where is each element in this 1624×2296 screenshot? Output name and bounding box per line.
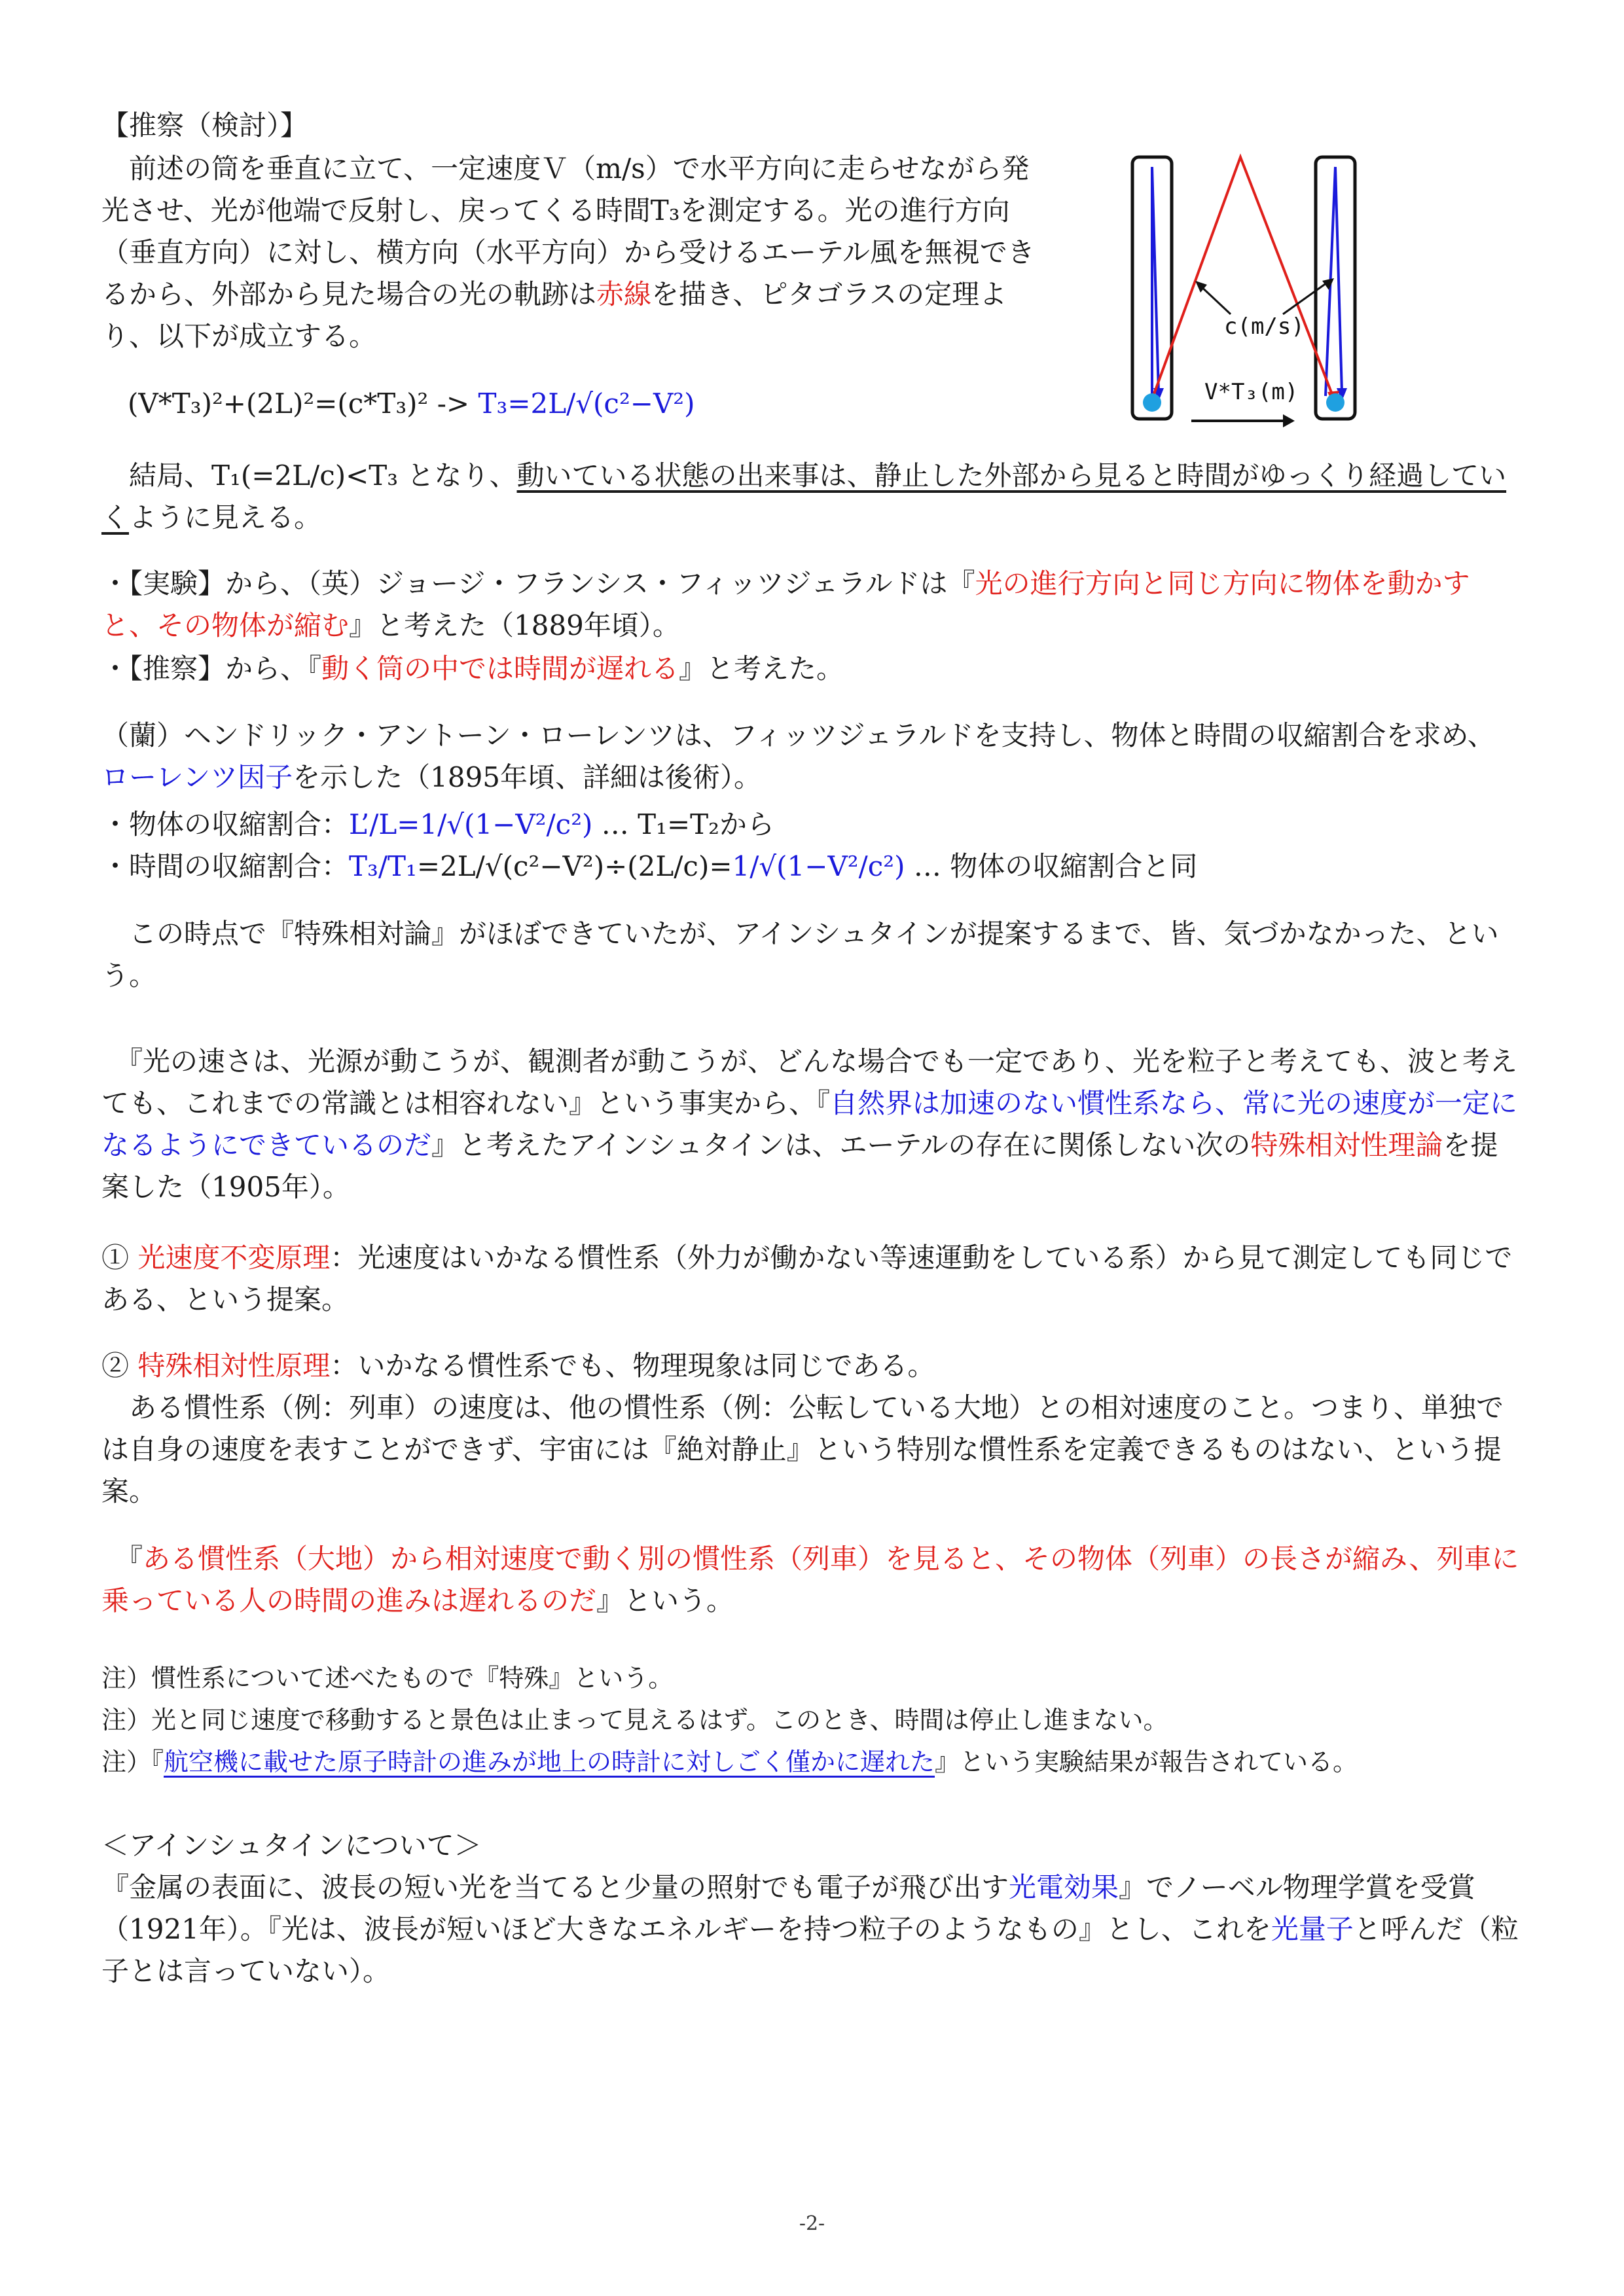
paragraph-experiment: 前述の筒を垂直に立て、一定速度Ｖ（m/s）で水平方向に走らせながら発光させ、光が他端で反射し、戻ってくる時間T₃を測定する。光の進行方向（垂直方向）に対し、横方向（水平方向）から受けるエーテル風を無視できるから、外部から見た場合の光の軌跡は赤線を描き、ピタゴラスの定理より、以下が成立する。 [101,152,1035,352]
time-dilation-statement: 動いている状態の出来事は、静止した外部から見ると時間がゆっくり経過していく [101,459,1507,533]
section-title: 【推察（検討）】 [101,109,308,141]
light-source-right [1326,393,1344,412]
label-c: c(m/s) [1224,314,1305,340]
page-number: -2- [799,2212,825,2235]
c-pointer-left [1199,285,1231,314]
paragraph-special-relativity-note: この時点で『特殊相対論』がほぼできていたが、アインシュタインが提案するまで、皆、気づかなかった、という。 [101,918,1499,992]
bullet-inference: ・【推察】から、『動く筒の中では時間が遅れる』と考えた。 [101,653,844,685]
principle-2: ② 特殊相対性原理：いかなる慣性系でも、物理現象は同じである。 [101,1350,935,1382]
pythagoras-formula: (V*T₃)²+(2L)²=(c*T₃)² -> T₃=2L/√(c²−V²) [128,387,695,420]
note-1: 注）慣性系について述べたもので『特殊』という。 [101,1664,674,1693]
light-source-left [1143,393,1161,412]
lorentz-factor: ローレンツ因子 [101,761,293,793]
paragraph-einstein-theory: 『光の速さは、光源が動こうが、観測者が動こうが、どんな場合でも一定であり、光を粒子と考えても、波と考えても、これまでの常識とは相容れない』という事実から、『自然界は加速のない慣性系なら、常に光の速度が一定になるようにできているのだ』と考えたアインシュタインは、エーテルの存在に関係しない次の特殊相対性理論を提案した（1905年）。 [101,1045,1518,1203]
bullet-fitzgerald: ・【実験】から、（英）ジョージ・フランシス・フィッツジェラルドは『光の進行方向と同じ方向に物体を動かすと、その物体が縮む』と考えた（1889年頃）。 [101,567,1470,641]
paragraph-conclusion: 結局、T₁(=2L/c)<T₃ となり、動いている状態の出来事は、静止した外部から見ると時間がゆっくり経過していくように見える。 [101,459,1507,533]
blue-path-right-down [1335,167,1342,393]
red-line-term: 赤線 [596,278,652,310]
formula-result: T₃=2L/√(c²−V²) [478,387,695,420]
light-path-diagram [1126,147,1401,435]
paragraph-photoelectric: 『金属の表面に、波長の短い光を当てると少量の照射でも電子が飛び出す光電効果』でノーベル物理学賞を受賞（1921年）。『光は、波長が短いほど大きなエネルギーを持つ粒子のようなもの』とし、これを光量子と呼んだ（粒子とは言っていない）。 [101,1871,1519,1987]
principle-1: ① 光速度不変原理：光速度はいかなる慣性系（外力が働かない等速運動をしている系）から見て測定しても同じである、という提案。 [101,1242,1513,1316]
bullet-time-contraction: ・時間の収縮割合：T₃/T₁=2L/√(c²−V²)÷(2L/c)=1/√(1−V²/c²) … 物体の収縮割合と同 [101,850,1198,882]
atomic-clock-link[interactable]: 航空機に載せた原子時計の進みが地上の時計に対しごく僅かに遅れた [164,1748,935,1776]
einstein-heading: ＜アインシュタインについて＞ [101,1829,482,1861]
note-2: 注）光と同じ速度で移動すると景色は止まって見えるはず。このとき、時間は停止し進まない。 [101,1706,1168,1734]
label-v: V*T₃(m) [1204,379,1299,405]
principle-2-detail: ある慣性系（例：列車）の速度は、他の慣性系（例：公転している大地）との相対速度のこと。つまり、単独では自身の速度を表すことができず、宇宙には『絶対静止』という特別な慣性系を定義できるものはない、という提案。 [101,1391,1504,1507]
paragraph-lorentz: （蘭）ヘンドリック・アントーン・ローレンツは、フィッツジェラルドを支持し、物体と時間の収縮割合を求め、ローレンツ因子を示した（1895年頃、詳細は後術）。 [101,719,1495,793]
special-relativity-term: 特殊相対性理論 [1250,1129,1443,1161]
bullet-length-contraction: ・物体の収縮割合：L’/L=1/√(1−V²/c²) … T₁=T₂から [101,808,775,840]
note-3: 注）『航空機に載せた原子時計の進みが地上の時計に対しごく僅かに遅れた』という実験結果が報告されている。 [101,1748,1358,1776]
red-light-trajectory [1152,157,1334,399]
paragraph-contraction-quote: 『ある慣性系（大地）から相対速度で動く別の慣性系（列車）を見ると、その物体（列車）の長さが縮み、列車に乗っている人の時間の進みは遅れるのだ』という。 [101,1543,1519,1617]
